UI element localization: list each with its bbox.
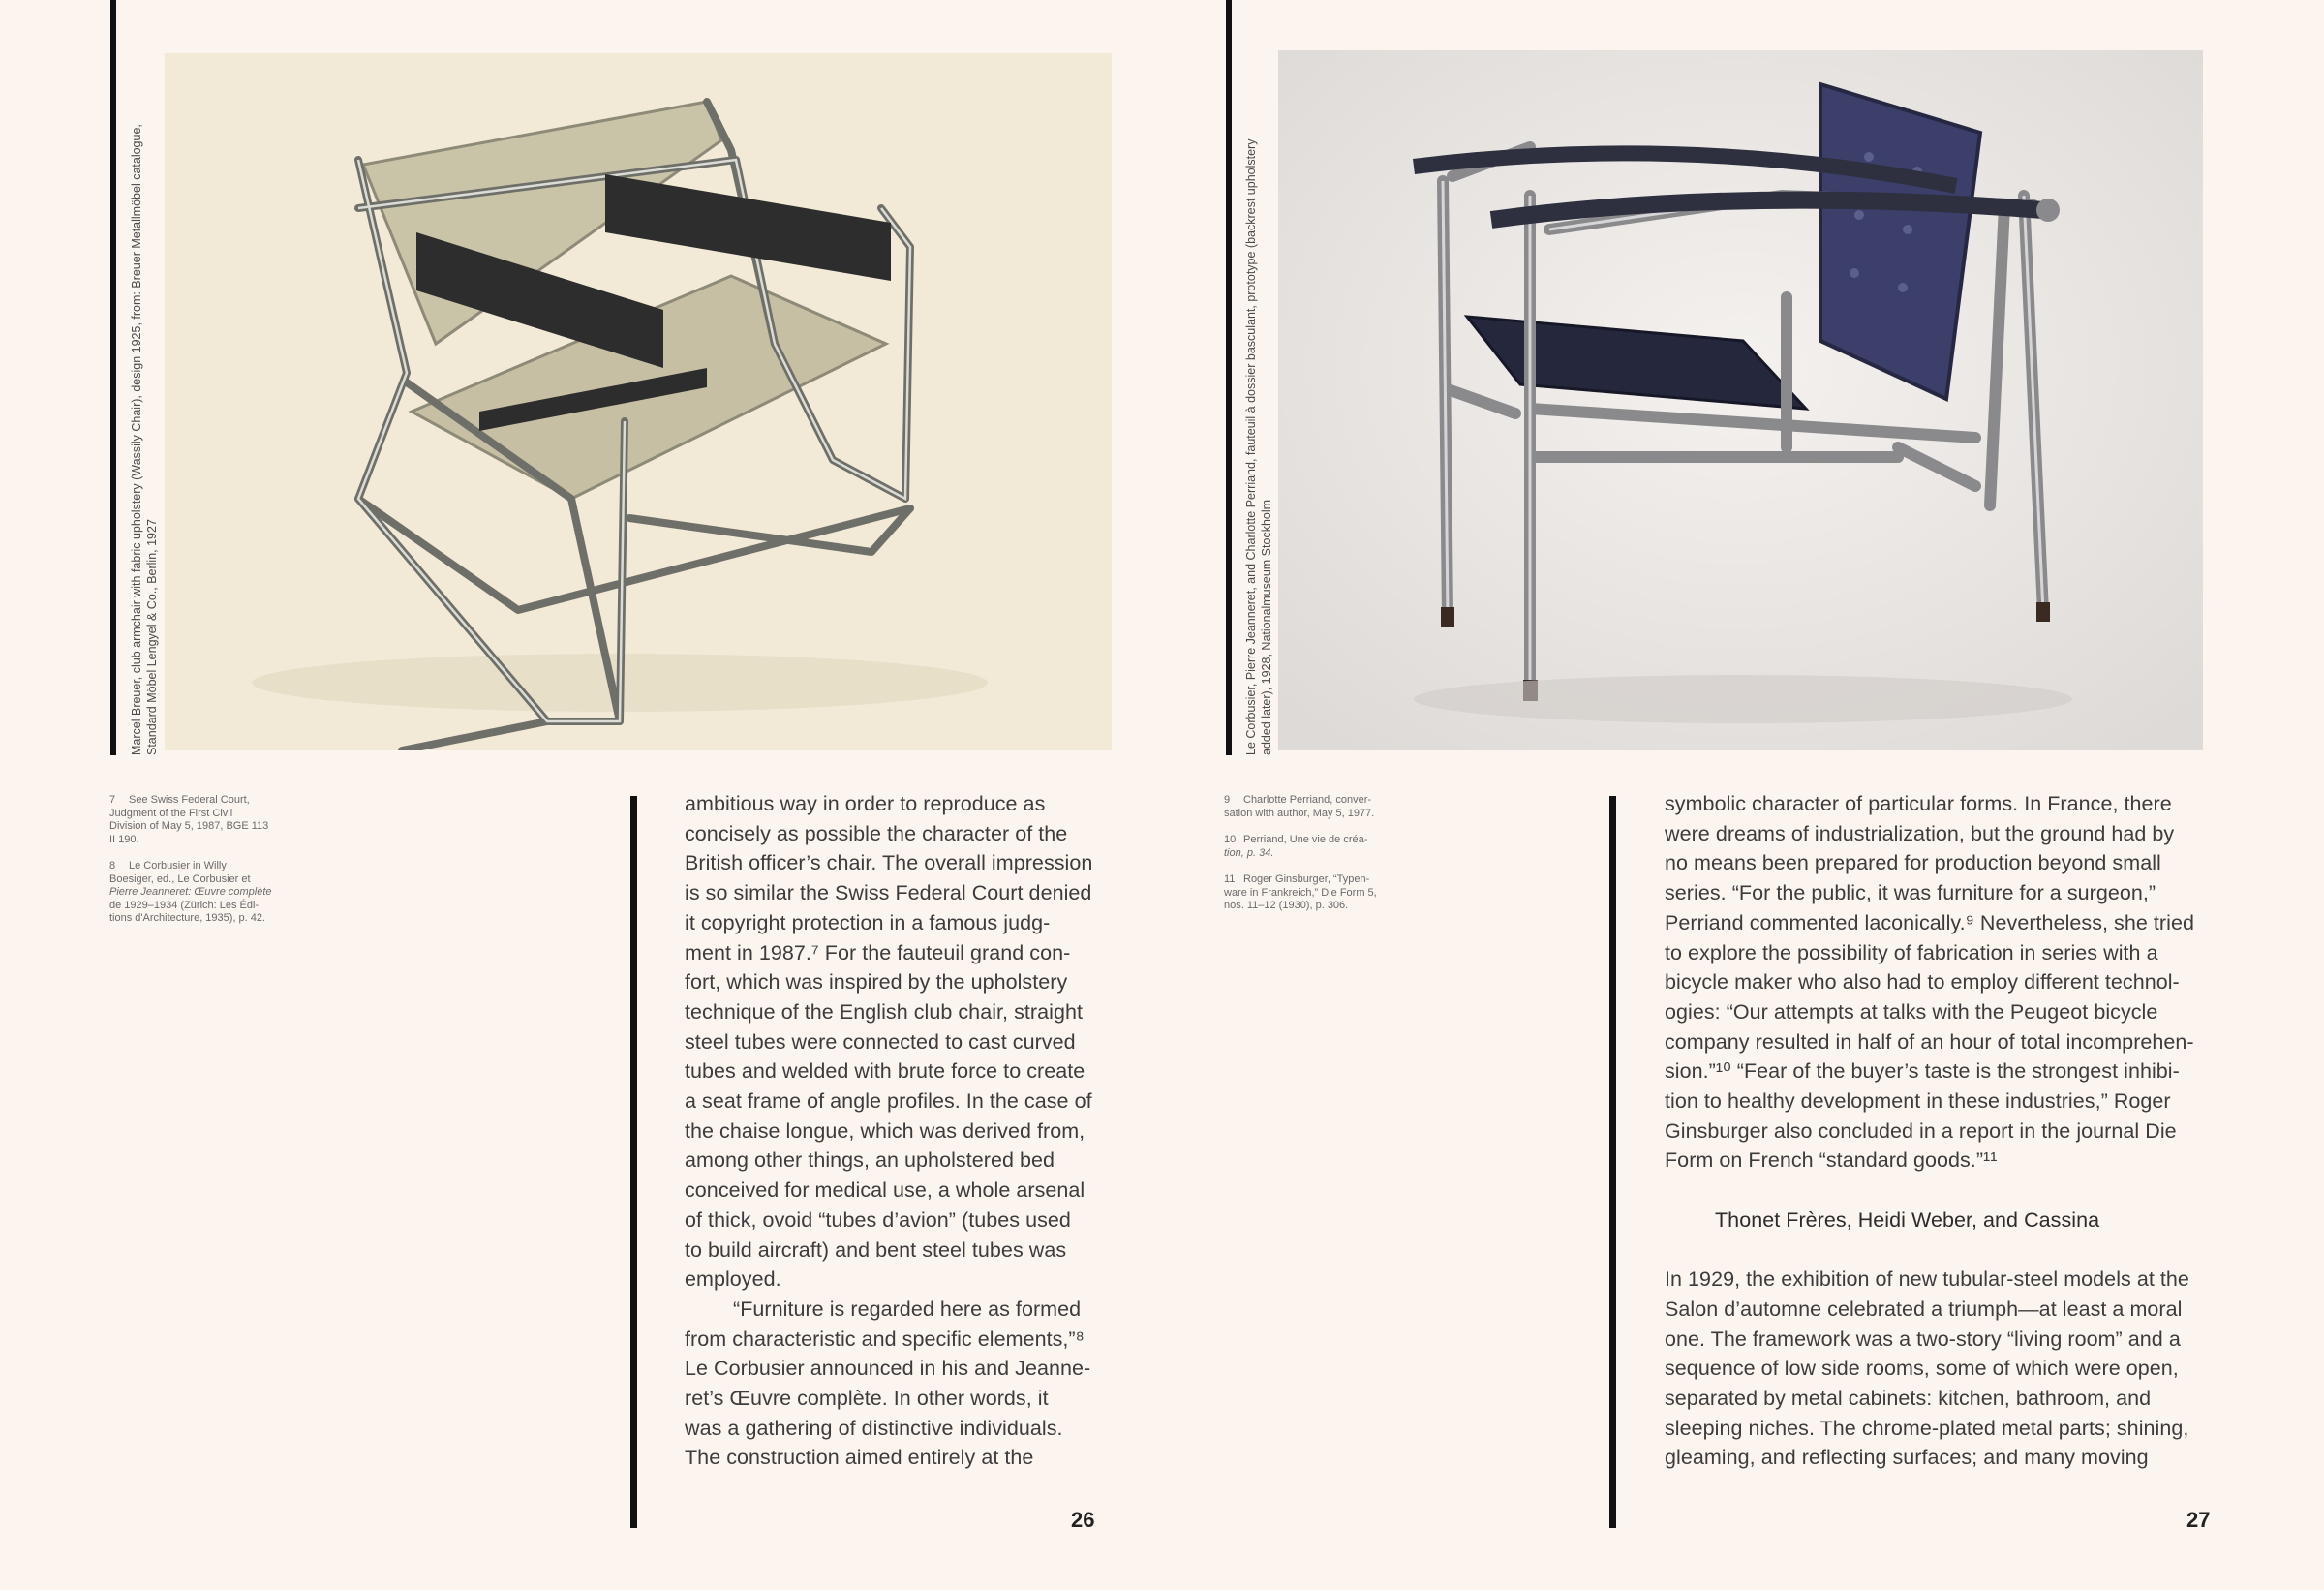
body-text-right	[1665, 789, 2284, 1473]
text-line: separated by metal cabinets: kitchen, bathroom, and	[1665, 1387, 2152, 1411]
footnote-line: tion, p. 34.	[1224, 846, 1274, 859]
text-line: sion.”¹⁰ “Fear of the buyer’s taste is the strongest inhibi-	[1665, 1059, 2180, 1084]
footnote-11	[1224, 873, 1437, 913]
text-line: sleeping niches. The chrome-plated metal parts; shining,	[1665, 1416, 2189, 1440]
text-line: tubes and welded with brute force to create	[685, 1059, 1086, 1084]
text-line: no means been prepared for production beyond small	[1665, 851, 2161, 875]
text-line: series. “For the public, it was furniture for a surgeon,”	[1665, 881, 2156, 905]
spacer	[1665, 1176, 2284, 1206]
column-rule-left	[630, 796, 637, 1528]
footnote-line: nos. 11–12 (1930), p. 306.	[1224, 900, 1349, 911]
wassily-chair-photo	[165, 53, 1112, 750]
footnote-number: 9	[1224, 794, 1231, 806]
caption-line: added later), 1928, Nationalmuseum Stockholm	[1260, 499, 1273, 755]
column-rule-right	[1609, 796, 1616, 1528]
right-page	[1162, 0, 2324, 1590]
footnotes-left	[109, 794, 332, 939]
footnote-line: ware in Frankreich,” Die Form 5,	[1224, 886, 1377, 899]
footnote-line: Division of May 5, 1987, BGE 113	[109, 820, 269, 832]
text-line: one. The framework was a two-story “living room” and a	[1665, 1327, 2181, 1351]
text-line: the chaise longue, which was derived from,	[685, 1118, 1086, 1143]
footnote-number: 8	[109, 860, 116, 871]
section-subheading: Thonet Frères, Heidi Weber, and Cassina	[1715, 1208, 2100, 1232]
text-line: British officer’s chair. The overall impression	[685, 851, 1093, 875]
text-line: a seat frame of angle profiles. In the case of	[685, 1089, 1092, 1114]
page-number-right: 27	[2186, 1508, 2211, 1532]
text-line: concisely as possible the character of the	[685, 821, 1068, 845]
footnote-line: tions d'Architecture, 1935), p. 42.	[109, 912, 266, 924]
text-line: symbolic character of particular forms. In France, there	[1665, 792, 2172, 815]
text-line: is so similar the Swiss Federal Court denied	[685, 881, 1092, 905]
text-line: In 1929, the exhibition of new tubular-steel models at the	[1665, 1268, 2189, 1292]
footnote-number: 10	[1224, 834, 1237, 845]
page-number-left: 26	[1071, 1508, 1095, 1532]
caption-line: Standard Möbel Lengyel & Co., Berlin, 1927	[145, 519, 159, 755]
text-line: “Furniture is regarded here as formed	[733, 1297, 1082, 1321]
footnote-line: Boesiger, ed., Le Corbusier et	[109, 872, 251, 885]
text-line: Salon d’automne celebrated a triumph—at least a moral	[1665, 1297, 2183, 1321]
text-line: to explore the possibility of fabrication in series with a	[1665, 940, 2158, 964]
text-line: Perriand commented laconically.⁹ Nevertheless, she tried	[1665, 910, 2194, 934]
text-line: sequence of low side rooms, some of which were open,	[1665, 1357, 2179, 1381]
text-line: ambitious way in order to reproduce as	[685, 792, 1046, 815]
text-line: The construction aimed entirely at the	[685, 1446, 1034, 1470]
footnote-line: Roger Ginsburger, “Typen-	[1243, 873, 1370, 885]
footnote-line: II 190.	[109, 833, 139, 845]
footnote-number: 7	[109, 794, 116, 806]
footnote-10	[1224, 834, 1437, 860]
lc1-chair-photo	[1278, 50, 2203, 750]
text-line: it copyright protection in a famous judg-	[685, 910, 1051, 934]
footnote-8	[109, 860, 332, 926]
text-line: gleaming, and reflecting surfaces; and many moving	[1665, 1446, 2149, 1470]
text-line: from characteristic and specific elements,”⁸	[685, 1327, 1085, 1351]
text-line: conceived for medical use, a whole arsenal	[685, 1178, 1086, 1203]
caption-line: Le Corbusier, Pierre Jeanneret, and Charlotte Perriand, fauteuil à dossier basculant, prototype (backrest upholstery	[1244, 138, 1258, 755]
text-line: ment in 1987.⁷ For the fauteuil grand con-	[685, 940, 1071, 964]
text-line: employed.	[685, 1268, 781, 1292]
text-line: of thick, ovoid “tubes d’avion” (tubes used	[685, 1208, 1071, 1232]
footnote-line: Pierre Jeanneret: Œuvre complète	[109, 886, 272, 898]
photo-caption-right	[1243, 139, 1274, 755]
text-line: ogies: “Our attempts at talks with the Peugeot bicycle	[1665, 999, 2158, 1024]
text-line: bicycle maker who also had to employ different technol-	[1665, 970, 2180, 994]
footnote-number: 11	[1224, 873, 1236, 885]
footnote-9	[1224, 794, 1437, 820]
footnote-line: Charlotte Perriand, conver-	[1243, 794, 1372, 806]
footnote-line: Perriand, Une vie de créa-	[1243, 834, 1368, 845]
text-line: company resulted in half of an hour of total incomprehen-	[1665, 1029, 2194, 1054]
spacer	[1665, 1236, 2284, 1266]
text-line: steel tubes were connected to cast curved	[685, 1029, 1076, 1054]
photo-caption-left	[129, 124, 160, 755]
text-line: tion to healthy development in these industries,” Roger	[1665, 1089, 2171, 1114]
text-line: technique of the English club chair, straight	[685, 999, 1084, 1024]
body-text-left	[685, 789, 1130, 1473]
text-line: fort, which was inspired by the upholstery	[685, 970, 1068, 994]
text-line: were dreams of industrialization, but the ground had by	[1665, 821, 2175, 845]
text-line: Form on French “standard goods.”¹¹	[1665, 1148, 1998, 1173]
footnote-line: See Swiss Federal Court,	[129, 794, 250, 806]
footnotes-right	[1224, 794, 1437, 927]
footnote-line: de 1929–1934 (Zürich: Les Édi-	[109, 899, 260, 911]
caption-rule-left	[110, 0, 116, 755]
footnote-7	[109, 794, 332, 846]
caption-line: Marcel Breuer, club armchair with fabric upholstery (Wassily Chair), design 1925, from: Breuer Metallmöbel catalogue,	[130, 124, 143, 755]
text-line: to build aircraft) and bent steel tubes was	[685, 1238, 1067, 1262]
footnote-line: Judgment of the First Civil	[109, 807, 233, 819]
text-line: ret’s Œuvre complète. In other words, it	[685, 1387, 1049, 1411]
text-line: Le Corbusier announced in his and Jeanne-	[685, 1357, 1091, 1381]
footnote-line: sation with author, May 5, 1977.	[1224, 807, 1375, 819]
text-line: was a gathering of distinctive individuals.	[685, 1416, 1063, 1440]
text-line: Ginsburger also concluded in a report in the journal Die	[1665, 1118, 2177, 1143]
caption-rule-right	[1226, 0, 1232, 755]
text-line: among other things, an upholstered bed	[685, 1148, 1055, 1173]
footnote-line: Le Corbusier in Willy	[129, 860, 227, 871]
